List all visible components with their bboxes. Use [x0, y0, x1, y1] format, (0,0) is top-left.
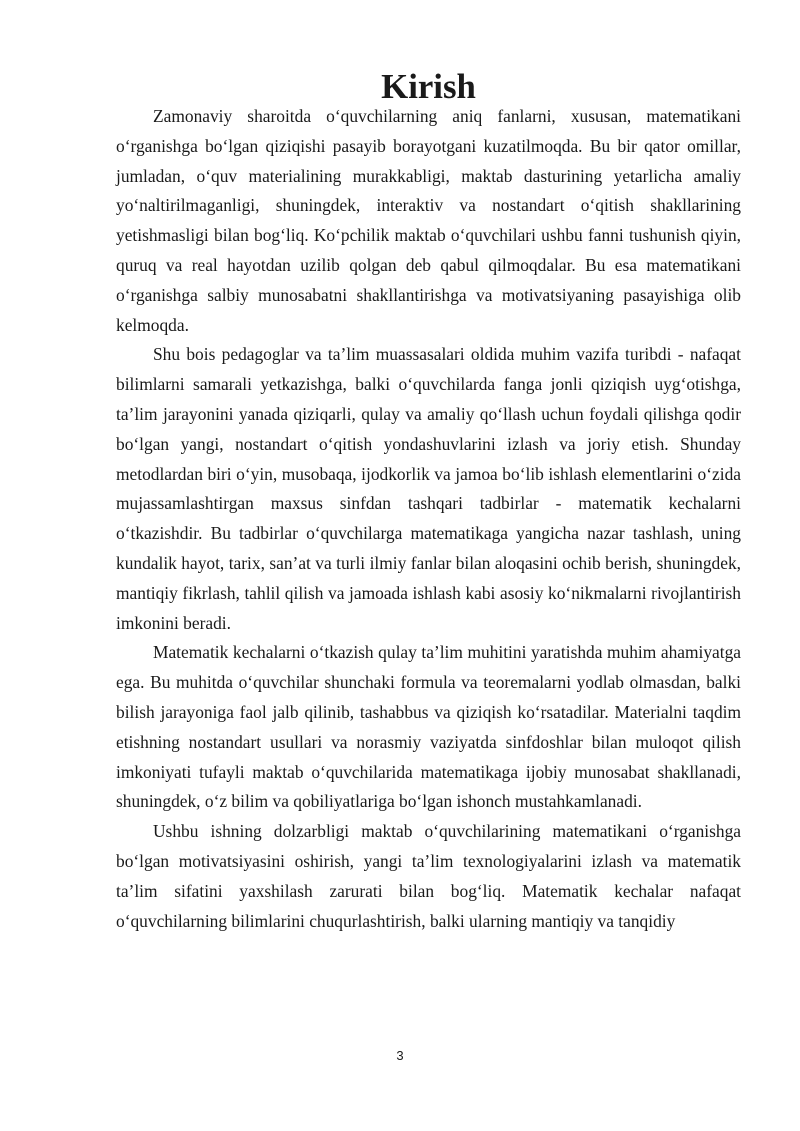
paragraph-4: Ushbu ishning dolzarbligi maktab o‘quvchilarining matematikani o‘rganishga bo‘lgan motivatsiyasini oshirish, yangi ta’lim texnologiyalarini izlash va matematik ta’lim sifatini yaxshilash zarurati bilan bog‘liq. Matematik kechalar nafaqat o‘quvchilarning bilimlarini chuqurlashtirish, balki ularning mantiqiy va tanqidiy — [116, 821, 741, 931]
paragraph-1: Zamonaviy sharoitda o‘quvchilarning aniq fanlarni, xususan, matematikani o‘rganishga bo‘lgan qiziqishi pasayib borayotgani kuzatilmoqda. Bu bir qator omillar, jumladan, o‘quv materialining murakkabligi, maktab dasturining yetarlicha amaliy yo‘naltirilmaganligi, shuningdek, interaktiv va nostandart o‘qitish shakllarining yetishmasligi bilan bog‘liq. Ko‘pchilik maktab o‘quvchilari ushbu fanni tushunish qiyin, quruq va real hayotdan uzilib qolgan deb qabul qilmoqdalar. Bu esa matematikani o‘rganishga salbiy munosabatni shakllantirishga va motivatsiyaning pasayishiga olib kelmoqda. — [116, 106, 741, 335]
paragraph-3: Matematik kechalarni o‘tkazish qulay ta’lim muhitini yaratishda muhim ahamiyatga ega. Bu muhitda o‘quvchilar shunchaki formula va teoremalarni yodlab olmasdan, balki bilish jarayoniga faol jalb qilinib, tashabbus va qiziqish ko‘rsatadilar. Materialni taqdim etishning nostandart usullari va norasmiy vaziyatda sinfdoshlar bilan muloqot qilish imkoniyati tufayli maktab o‘quvchilarida matematikaga ijobiy munosabat shakllanadi, shuningdek, o‘z bilim va qobiliyatlariga bo‘lgan ishonch mustahkamlanadi. — [116, 642, 741, 812]
page-content — [116, 67, 741, 936]
section-heading: Kirish — [381, 67, 476, 106]
paragraph-2: Shu bois pedagoglar va ta’lim muassasalari oldida muhim vazifa turibdi - nafaqat bilimlarni samarali yetkazishga, balki o‘quvchilarda fanga jonli qiziqish uyg‘otishga, ta’lim jarayonini yanada qiziqarli, qulay va amaliy qo‘llash uchun foydali qilishga qodir bo‘lgan yangi, nostandart o‘qitish yondashuvlarini izlash va joriy etish. Shunday metodlardan biri o‘yin, musobaqa, ijodkorlik va jamoa bo‘lib ishlash elementlarini o‘zida mujassamlashtirgan maxsus sinfdan tashqari tadbirlar - matematik kechalarni o‘tkazishdir. Bu tadbirlar o‘quvchilarga matematikaga yangicha nazar tashlash, uning kundalik hayot, tarix, san’at va turli ilmiy fanlar bilan aloqasini ochib berish, shuningdek, mantiqiy fikrlash, tahlil qilish va jamoada ishlash kabi asosiy ko‘nikmalarni rivojlantirish imkonini beradi. — [116, 344, 741, 633]
page-number: 3 — [396, 1048, 404, 1063]
